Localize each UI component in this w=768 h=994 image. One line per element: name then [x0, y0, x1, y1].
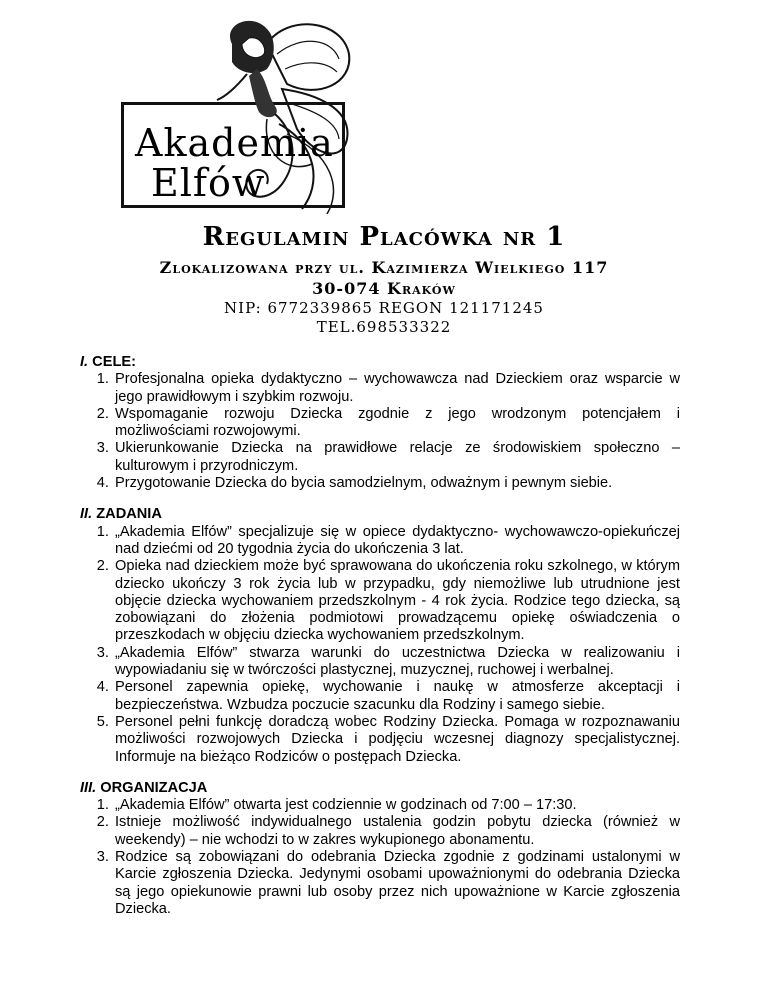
list-item: 3. „Akademia Elfów” stwarza warunki do uczestnictwa Dziecka w realizowaniu i wypowiadaniu się w twórczości plastycznej, muzycznej, ruchowej i werbalnej. — [113, 645, 680, 680]
nip-regon-line: NIP: 6772339865 REGON 121171245 — [224, 299, 544, 317]
logo — [117, 14, 357, 214]
section-zadania — [80, 506, 680, 765]
list-item: 4. Przygotowanie Dziecka do bycia samodzielnym, odważnym i pewnym siebie. — [113, 475, 680, 492]
list-item: 2. Opieka nad dzieckiem może być sprawowana do ukończenia roku szkolnego, w którym dziecko ukończy 3 rok życia lub w przypadku, gdy niemożliwe lub utrudnione jest objęcie dziecka wychowaniem przedszkolnym - 4 rok życia. Rodzice tego dziecka, są zobowiązani do złożenia podmiotowi prowadzącemu opiekę oświadczenia o przeszkodach w objęciu dziecka wychowaniem przedszkolnym. — [113, 558, 680, 644]
section-heading — [80, 354, 680, 371]
list-item: 3. Ukierunkowanie Dziecka na prawidłowe relacje ze środowiskiem społeczno – kulturowym i przyrodniczym. — [113, 440, 680, 475]
section-number: III. — [80, 779, 97, 796]
section-number: II. — [80, 506, 93, 523]
section-title: ZADANIA — [96, 506, 162, 523]
list-item: 1. „Akademia Elfów” specjalizuje się w opiece dydaktyczno- wychowawczo-opiekuńczej nad dziećmi od 20 tygodnia życia do ukończenia 3 lat. — [113, 524, 680, 559]
section-title: ORGANIZACJA — [100, 779, 208, 796]
list-item: 3. Rodzice są zobowiązani do odebrania Dziecka zgodnie z godzinami ustalonymi w Karcie zgłoszenia Dziecka. Jedynymi osobami upoważnionymi do odebrania Dziecka są jego opiekunowie prawni lub osoby przez nich upoważnione w Karcie zgłoszenia Dziecka. — [113, 849, 680, 918]
list-item: 5. Personel pełni funkcję doradczą wobec Rodziny Dziecka. Pomaga w rozpoznawaniu możliwości rozwojowych Dziecka i podjęciu wczesnej diagnozy specjalistycznej. Informuje na bieżąco Rodziców o postępach Dziecka. — [113, 714, 680, 766]
city-line: 30-074 Kraków — [312, 279, 456, 298]
section-cele — [80, 354, 680, 492]
section-heading — [80, 780, 680, 797]
section-number: I. — [80, 354, 89, 370]
logo-text — [121, 102, 345, 208]
section-title: CELE: — [92, 354, 136, 370]
section-list — [80, 371, 680, 492]
logo-line-2: Elfów — [151, 161, 266, 205]
logo-line-1: Akademia — [135, 121, 334, 165]
section-list — [80, 797, 680, 918]
section-organizacja — [80, 780, 680, 918]
phone-line: TEL.698533322 — [316, 318, 452, 336]
section-list — [80, 524, 680, 766]
list-item: 2. Istnieje możliwość indywidualnego ustalenia godzin pobytu dziecka (również w weekendy) – nie wchodzi to w zakres wykupionego abonamentu. — [113, 814, 680, 849]
regulations-body — [80, 354, 680, 932]
address-line: Zlokalizowana przy ul. Kazimierza Wielkiego 117 — [159, 258, 609, 277]
list-item: 1. „Akademia Elfów” otwarta jest codziennie w godzinach od 7:00 – 17:30. — [113, 797, 680, 814]
list-item: 4. Personel zapewnia opiekę, wychowanie i naukę w atmosferze akceptacji i bezpieczeństwa. Wzbudza poczucie szacunku dla Rodziny i samego siebie. — [113, 679, 680, 714]
list-item: 1. Profesjonalna opieka dydaktyczno – wychowawcza nad Dzieckiem oraz wsparcie w jego prawidłowym i szybkim rozwoju. — [113, 371, 680, 406]
list-item: 2. Wspomaganie rozwoju Dziecka zgodnie z jego wrodzonym potencjałem i możliwościami rozwojowymi. — [113, 406, 680, 441]
section-heading — [80, 506, 680, 523]
document-title: Regulamin Placówka nr 1 — [202, 222, 566, 252]
